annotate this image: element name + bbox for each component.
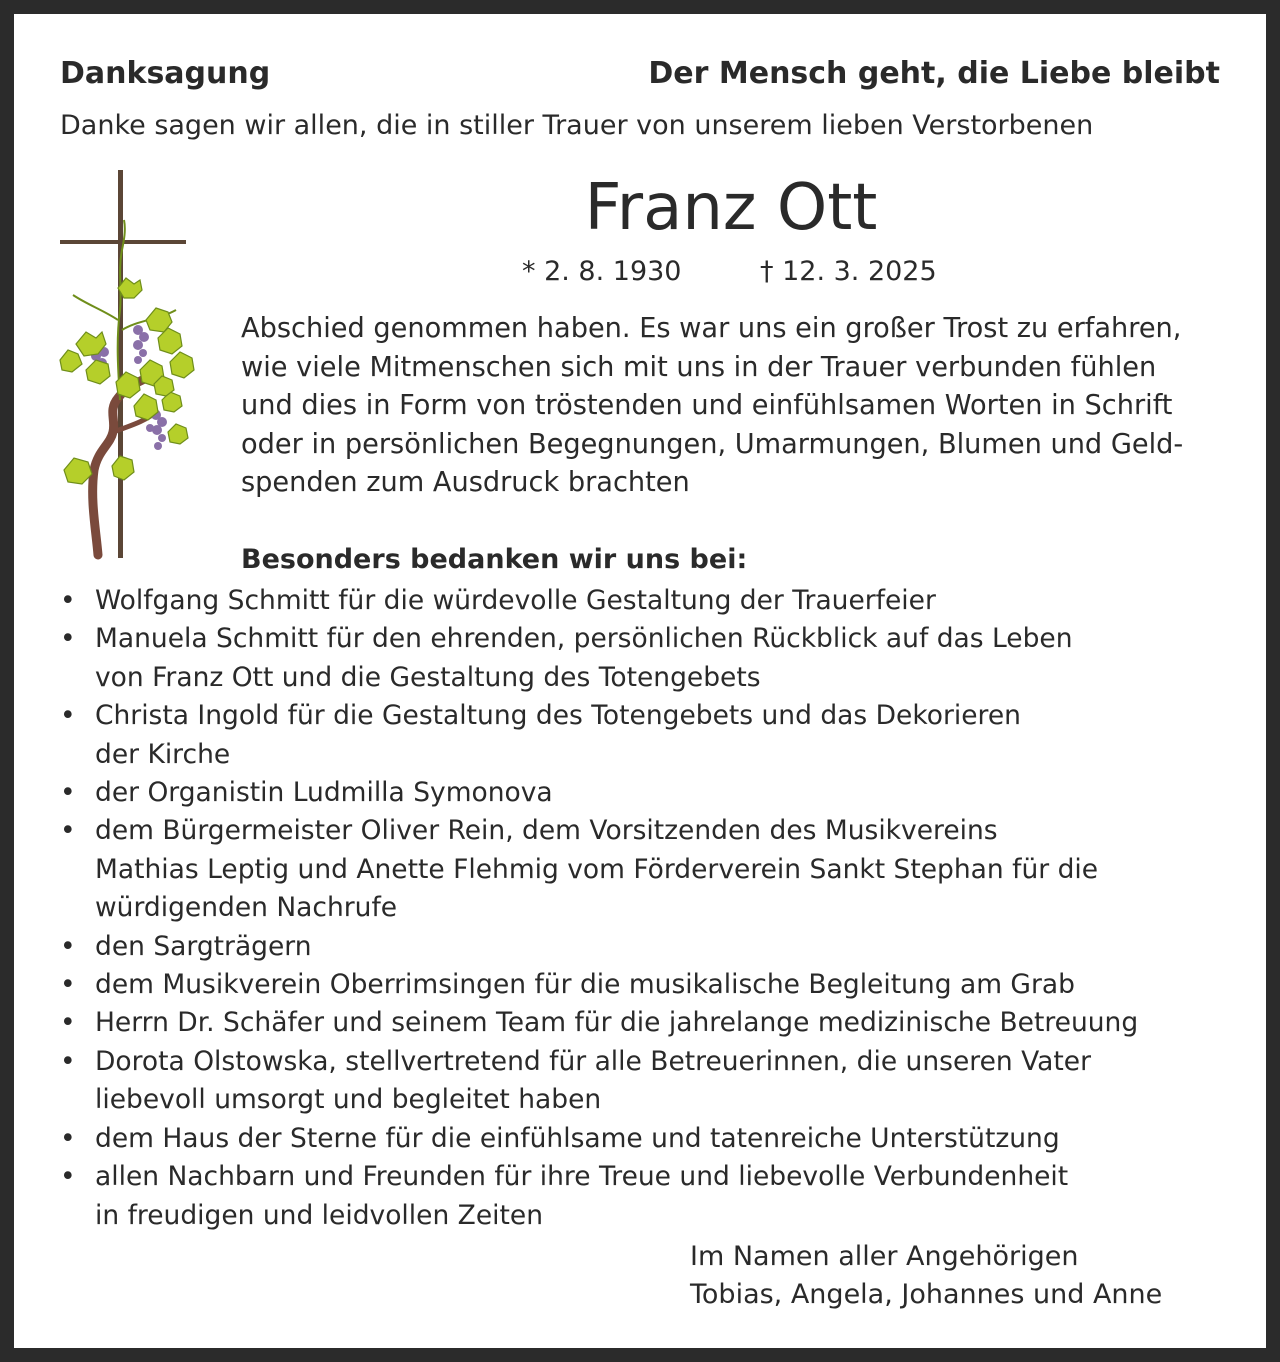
motto-heading: Der Mensch geht, die Liebe bleibt [648, 56, 1220, 91]
signature-line-1: Im Namen aller Angehörigen [690, 1241, 1079, 1272]
thanks-item-line: der Kirche [95, 738, 231, 770]
death-date: † 12. 3. 2025 [760, 256, 937, 287]
bullet-icon: • [60, 1045, 76, 1077]
thanks-item-line: dem Haus der Sterne für die einfühlsame und tatenreiche Unterstützung [95, 1122, 1060, 1154]
paragraph-line: wie viele Mitmenschen sich mit uns in der Trauer verbunden fühlen [241, 351, 1157, 383]
thanks-list-item [60, 1120, 1260, 1158]
thanks-item-line: würdigenden Nachrufe [95, 892, 398, 924]
bullet-icon: • [60, 585, 76, 616]
signature-line-2: Tobias, Angela, Johannes und Anne [690, 1279, 1163, 1310]
intro-text: Danke sagen wir allen, die in stiller Trauer von unserem lieben Verstorbenen [60, 110, 1094, 141]
thanks-item-line: Wolfgang Schmitt für die würdevolle Gestaltung der Trauerfeier [95, 585, 936, 616]
thanks-item-line: dem Musikverein Oberrimsingen für die musikalische Begleitung am Grab [95, 969, 1075, 1001]
bullet-icon: • [60, 1007, 76, 1039]
thanks-item-line: Mathias Leptig und Anette Flehmig vom Förderverein Sankt Stephan für die [95, 853, 1099, 885]
paragraph-line: und dies in Form von tröstenden und einfühlsamen Worten in Schrift [241, 390, 1173, 421]
thanks-item-line: der Organistin Ludmilla Symonova [95, 777, 553, 809]
bullet-icon: • [60, 930, 76, 962]
thanks-list-item [60, 966, 1260, 1004]
deceased-name: Franz Ott [584, 171, 878, 245]
thanks-item-line: Herrn Dr. Schäfer und seinem Team für die jahrelange medizinische Betreuung [95, 1007, 1139, 1039]
notice-type-heading: Danksagung [60, 56, 271, 91]
paragraph-line: spenden zum Ausdruck brachten [241, 467, 690, 498]
thanks-heading: Besonders bedanken wir uns bei: [241, 544, 748, 575]
thanks-item-line: liebevoll umsorgt und begleitet haben [95, 1084, 602, 1116]
thanks-item-line: Dorota Olstowska, stellvertretend für alle Betreuerinnen, die unseren Vater [95, 1045, 1091, 1077]
thanks-item-line: dem Bürgermeister Oliver Rein, dem Vorsitzenden des Musikvereins [95, 815, 998, 847]
thanks-list [60, 582, 1260, 1235]
bullet-icon: • [60, 1122, 76, 1154]
thanks-item-line: in freudigen und leidvollen Zeiten [95, 1199, 543, 1231]
thanks-item-line: Christa Ingold für die Gestaltung des Totengebets und das Dekorieren [95, 700, 1021, 732]
bullet-icon: • [60, 969, 76, 1001]
bullet-icon: • [60, 623, 76, 655]
thanks-list-item [60, 1004, 1260, 1042]
thanks-paragraph [241, 310, 1241, 503]
grapevine [60, 220, 194, 555]
thanks-list-item [60, 928, 1260, 966]
paragraph-line: Abschied genommen haben. Es war uns ein großer Trost zu erfahren, [241, 313, 1182, 344]
birth-date: * 2. 8. 1930 [522, 256, 682, 287]
thanks-item-line: Manuela Schmitt für den ehrenden, persönlichen Rückblick auf das Leben [95, 623, 1073, 655]
thanks-list-item [60, 1158, 1260, 1235]
thanks-list-item [60, 697, 1260, 774]
thanks-list-item [60, 582, 1260, 620]
thanks-list-item [60, 774, 1260, 812]
bullet-icon: • [60, 700, 76, 732]
thanks-item-line: allen Nachbarn und Freunden für ihre Treue und liebevolle Verbundenheit [95, 1161, 1069, 1193]
bullet-icon: • [60, 1161, 76, 1193]
thanks-item-line: von Franz Ott und die Gestaltung des Totengebets [95, 661, 761, 693]
thanks-list-item [60, 620, 1260, 697]
bullet-icon: • [60, 815, 76, 847]
obituary-notice [14, 14, 1266, 1348]
thanks-item-line: den Sargträgern [95, 930, 312, 962]
thanks-list-item [60, 812, 1260, 927]
paragraph-line: oder in persönlichen Begegnungen, Umarmungen, Blumen und Geld- [241, 428, 1184, 460]
bullet-icon: • [60, 777, 76, 809]
thanks-list-item [60, 1043, 1260, 1120]
